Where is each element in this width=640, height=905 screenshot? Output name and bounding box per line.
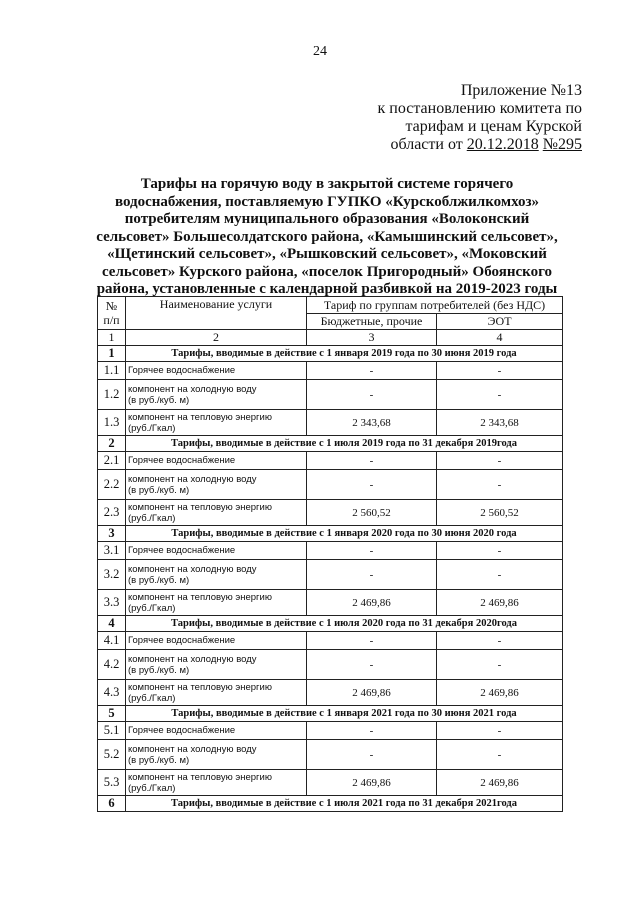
eot-value: 2 469,86 bbox=[437, 680, 563, 706]
table-row bbox=[98, 542, 563, 560]
eot-value: - bbox=[437, 470, 563, 500]
row-number: 4.3 bbox=[98, 680, 126, 706]
section-title: Тарифы, вводимые в действие с 1 января 2019 года по 30 июня 2019 года bbox=[126, 346, 563, 362]
title-line-2: водоснабжения, поставляемую ГУПКО «Курскоблжилкомхоз» bbox=[114, 193, 540, 210]
title-line-7: района, установленные с календарной разбивкой на 2019-2023 годы bbox=[96, 281, 558, 297]
section-row bbox=[98, 796, 563, 812]
row-number: 5.2 bbox=[98, 740, 126, 770]
budget-value: 2 469,86 bbox=[307, 590, 437, 616]
service-name: Горячее водоснабжение bbox=[126, 452, 307, 470]
title-line-3: потребителям муниципального образования «Волоконский bbox=[124, 211, 530, 227]
title-line-5: «Щетинский сельсовет», «Рышковский сельсовет», «Моковский bbox=[107, 246, 547, 262]
page-number: 24 bbox=[313, 44, 327, 59]
section-number: 1 bbox=[98, 346, 126, 362]
appendix-line-4 bbox=[378, 136, 582, 154]
service-name: компонент на тепловую энергию (руб./Гкал) bbox=[126, 590, 307, 616]
section-row bbox=[98, 436, 563, 452]
budget-value: - bbox=[307, 470, 437, 500]
eot-value: - bbox=[437, 650, 563, 680]
table-row bbox=[98, 632, 563, 650]
index-cell: 2 bbox=[126, 330, 307, 346]
service-name: компонент на тепловую энергию (руб./Гкал) bbox=[126, 680, 307, 706]
row-number: 1.3 bbox=[98, 410, 126, 436]
table-row bbox=[98, 362, 563, 380]
service-name: компонент на холодную воду (в руб./куб. м) bbox=[126, 380, 307, 410]
row-number: 4.2 bbox=[98, 650, 126, 680]
section-number: 2 bbox=[98, 436, 126, 452]
row-number: 4.1 bbox=[98, 632, 126, 650]
section-title: Тарифы, вводимые в действие с 1 июля 2020 года по 31 декабря 2020года bbox=[126, 616, 563, 632]
table-row bbox=[98, 722, 563, 740]
section-row bbox=[98, 706, 563, 722]
service-name: компонент на холодную воду (в руб./куб. м) bbox=[126, 470, 307, 500]
service-name: компонент на тепловую энергию (руб./Гкал) bbox=[126, 770, 307, 796]
section-title: Тарифы, вводимые в действие с 1 января 2020 года по 30 июня 2020 года bbox=[126, 526, 563, 542]
index-cell: 4 bbox=[437, 330, 563, 346]
row-number: 5.1 bbox=[98, 722, 126, 740]
eot-value: - bbox=[437, 560, 563, 590]
service-name: Горячее водоснабжение bbox=[126, 722, 307, 740]
budget-value: - bbox=[307, 380, 437, 410]
table-row bbox=[98, 680, 563, 706]
section-number: 3 bbox=[98, 526, 126, 542]
budget-value: 2 469,86 bbox=[307, 770, 437, 796]
budget-value: - bbox=[307, 740, 437, 770]
tariff-table-body bbox=[98, 297, 563, 812]
budget-value: - bbox=[307, 542, 437, 560]
row-number: 1.1 bbox=[98, 362, 126, 380]
eot-value: - bbox=[437, 542, 563, 560]
section-row bbox=[98, 346, 563, 362]
table-row bbox=[98, 500, 563, 526]
service-name: компонент на холодную воду (в руб./куб. м) bbox=[126, 650, 307, 680]
service-name: компонент на холодную воду (в руб./куб. м) bbox=[126, 560, 307, 590]
section-title: Тарифы, вводимые в действие с 1 июля 2019 года по 31 декабря 2019года bbox=[126, 436, 563, 452]
section-number: 5 bbox=[98, 706, 126, 722]
table-row bbox=[98, 740, 563, 770]
eot-value: - bbox=[437, 452, 563, 470]
row-number: 1.2 bbox=[98, 380, 126, 410]
eot-value: - bbox=[437, 632, 563, 650]
budget-value: - bbox=[307, 632, 437, 650]
budget-value: 2 343,68 bbox=[307, 410, 437, 436]
appendix-line-1: Приложение №13 bbox=[460, 82, 582, 99]
row-number: 2.2 bbox=[98, 470, 126, 500]
table-row bbox=[98, 560, 563, 590]
table-row bbox=[98, 650, 563, 680]
service-name: Горячее водоснабжение bbox=[126, 632, 307, 650]
table-row bbox=[98, 590, 563, 616]
appendix-block bbox=[378, 82, 582, 154]
header-budget: Бюджетные, прочие bbox=[307, 314, 437, 330]
budget-value: 2 469,86 bbox=[307, 680, 437, 706]
table-row bbox=[98, 770, 563, 796]
budget-value: - bbox=[307, 722, 437, 740]
appendix-date: 20.12.2018 bbox=[466, 136, 539, 153]
eot-value: 2 469,86 bbox=[437, 590, 563, 616]
eot-value: - bbox=[437, 722, 563, 740]
header-tariff-group: Тариф по группам потребителей (без НДС) bbox=[307, 297, 563, 314]
section-number: 6 bbox=[98, 796, 126, 812]
eot-value: 2 343,68 bbox=[437, 410, 563, 436]
title-line-1: Тарифы на горячую воду в закрытой системе горячего bbox=[140, 176, 514, 192]
header-no: № п/п bbox=[98, 297, 126, 330]
row-number: 2.3 bbox=[98, 500, 126, 526]
row-number: 3.1 bbox=[98, 542, 126, 560]
budget-value: - bbox=[307, 452, 437, 470]
section-row bbox=[98, 526, 563, 542]
section-title: Тарифы, вводимые в действие с 1 января 2021 года по 30 июня 2021 года bbox=[126, 706, 563, 722]
tariff-table bbox=[97, 296, 563, 812]
appendix-line-3: тарифам и ценам Курской bbox=[405, 118, 582, 135]
row-number: 3.2 bbox=[98, 560, 126, 590]
section-title: Тарифы, вводимые в действие с 1 июля 2021 года по 31 декабря 2021года bbox=[126, 796, 563, 812]
service-name: компонент на тепловую энергию (руб./Гкал) bbox=[126, 410, 307, 436]
service-name: компонент на холодную воду (в руб./куб. м) bbox=[126, 740, 307, 770]
service-name: Горячее водоснабжение bbox=[126, 362, 307, 380]
appendix-line-2: к постановлению комитета по bbox=[377, 100, 582, 117]
row-number: 2.1 bbox=[98, 452, 126, 470]
title-line-6: сельсовет» Курского района, «поселок Пригородный» Обоянского bbox=[101, 263, 553, 280]
header-eot: ЭОТ bbox=[437, 314, 563, 330]
table-row bbox=[98, 410, 563, 436]
table-row bbox=[98, 380, 563, 410]
eot-value: - bbox=[437, 362, 563, 380]
section-number: 4 bbox=[98, 616, 126, 632]
appendix-line-4-prefix: области от bbox=[390, 136, 467, 153]
table-row bbox=[98, 452, 563, 470]
eot-value: - bbox=[437, 740, 563, 770]
title-line-4: сельсовет» Большесолдатского района, «Камышинский сельсовет», bbox=[96, 228, 558, 245]
eot-value: - bbox=[437, 380, 563, 410]
budget-value: 2 560,52 bbox=[307, 500, 437, 526]
document-title bbox=[92, 176, 562, 299]
index-cell: 1 bbox=[98, 330, 126, 346]
row-number: 3.3 bbox=[98, 590, 126, 616]
budget-value: - bbox=[307, 362, 437, 380]
appendix-number: №295 bbox=[542, 136, 582, 153]
eot-value: 2 560,52 bbox=[437, 500, 563, 526]
eot-value: 2 469,86 bbox=[437, 770, 563, 796]
table-row bbox=[98, 470, 563, 500]
row-number: 5.3 bbox=[98, 770, 126, 796]
budget-value: - bbox=[307, 650, 437, 680]
budget-value: - bbox=[307, 560, 437, 590]
header-service: Наименование услуги bbox=[126, 297, 307, 330]
service-name: компонент на тепловую энергию (руб./Гкал) bbox=[126, 500, 307, 526]
service-name: Горячее водоснабжение bbox=[126, 542, 307, 560]
section-row bbox=[98, 616, 563, 632]
index-cell: 3 bbox=[307, 330, 437, 346]
